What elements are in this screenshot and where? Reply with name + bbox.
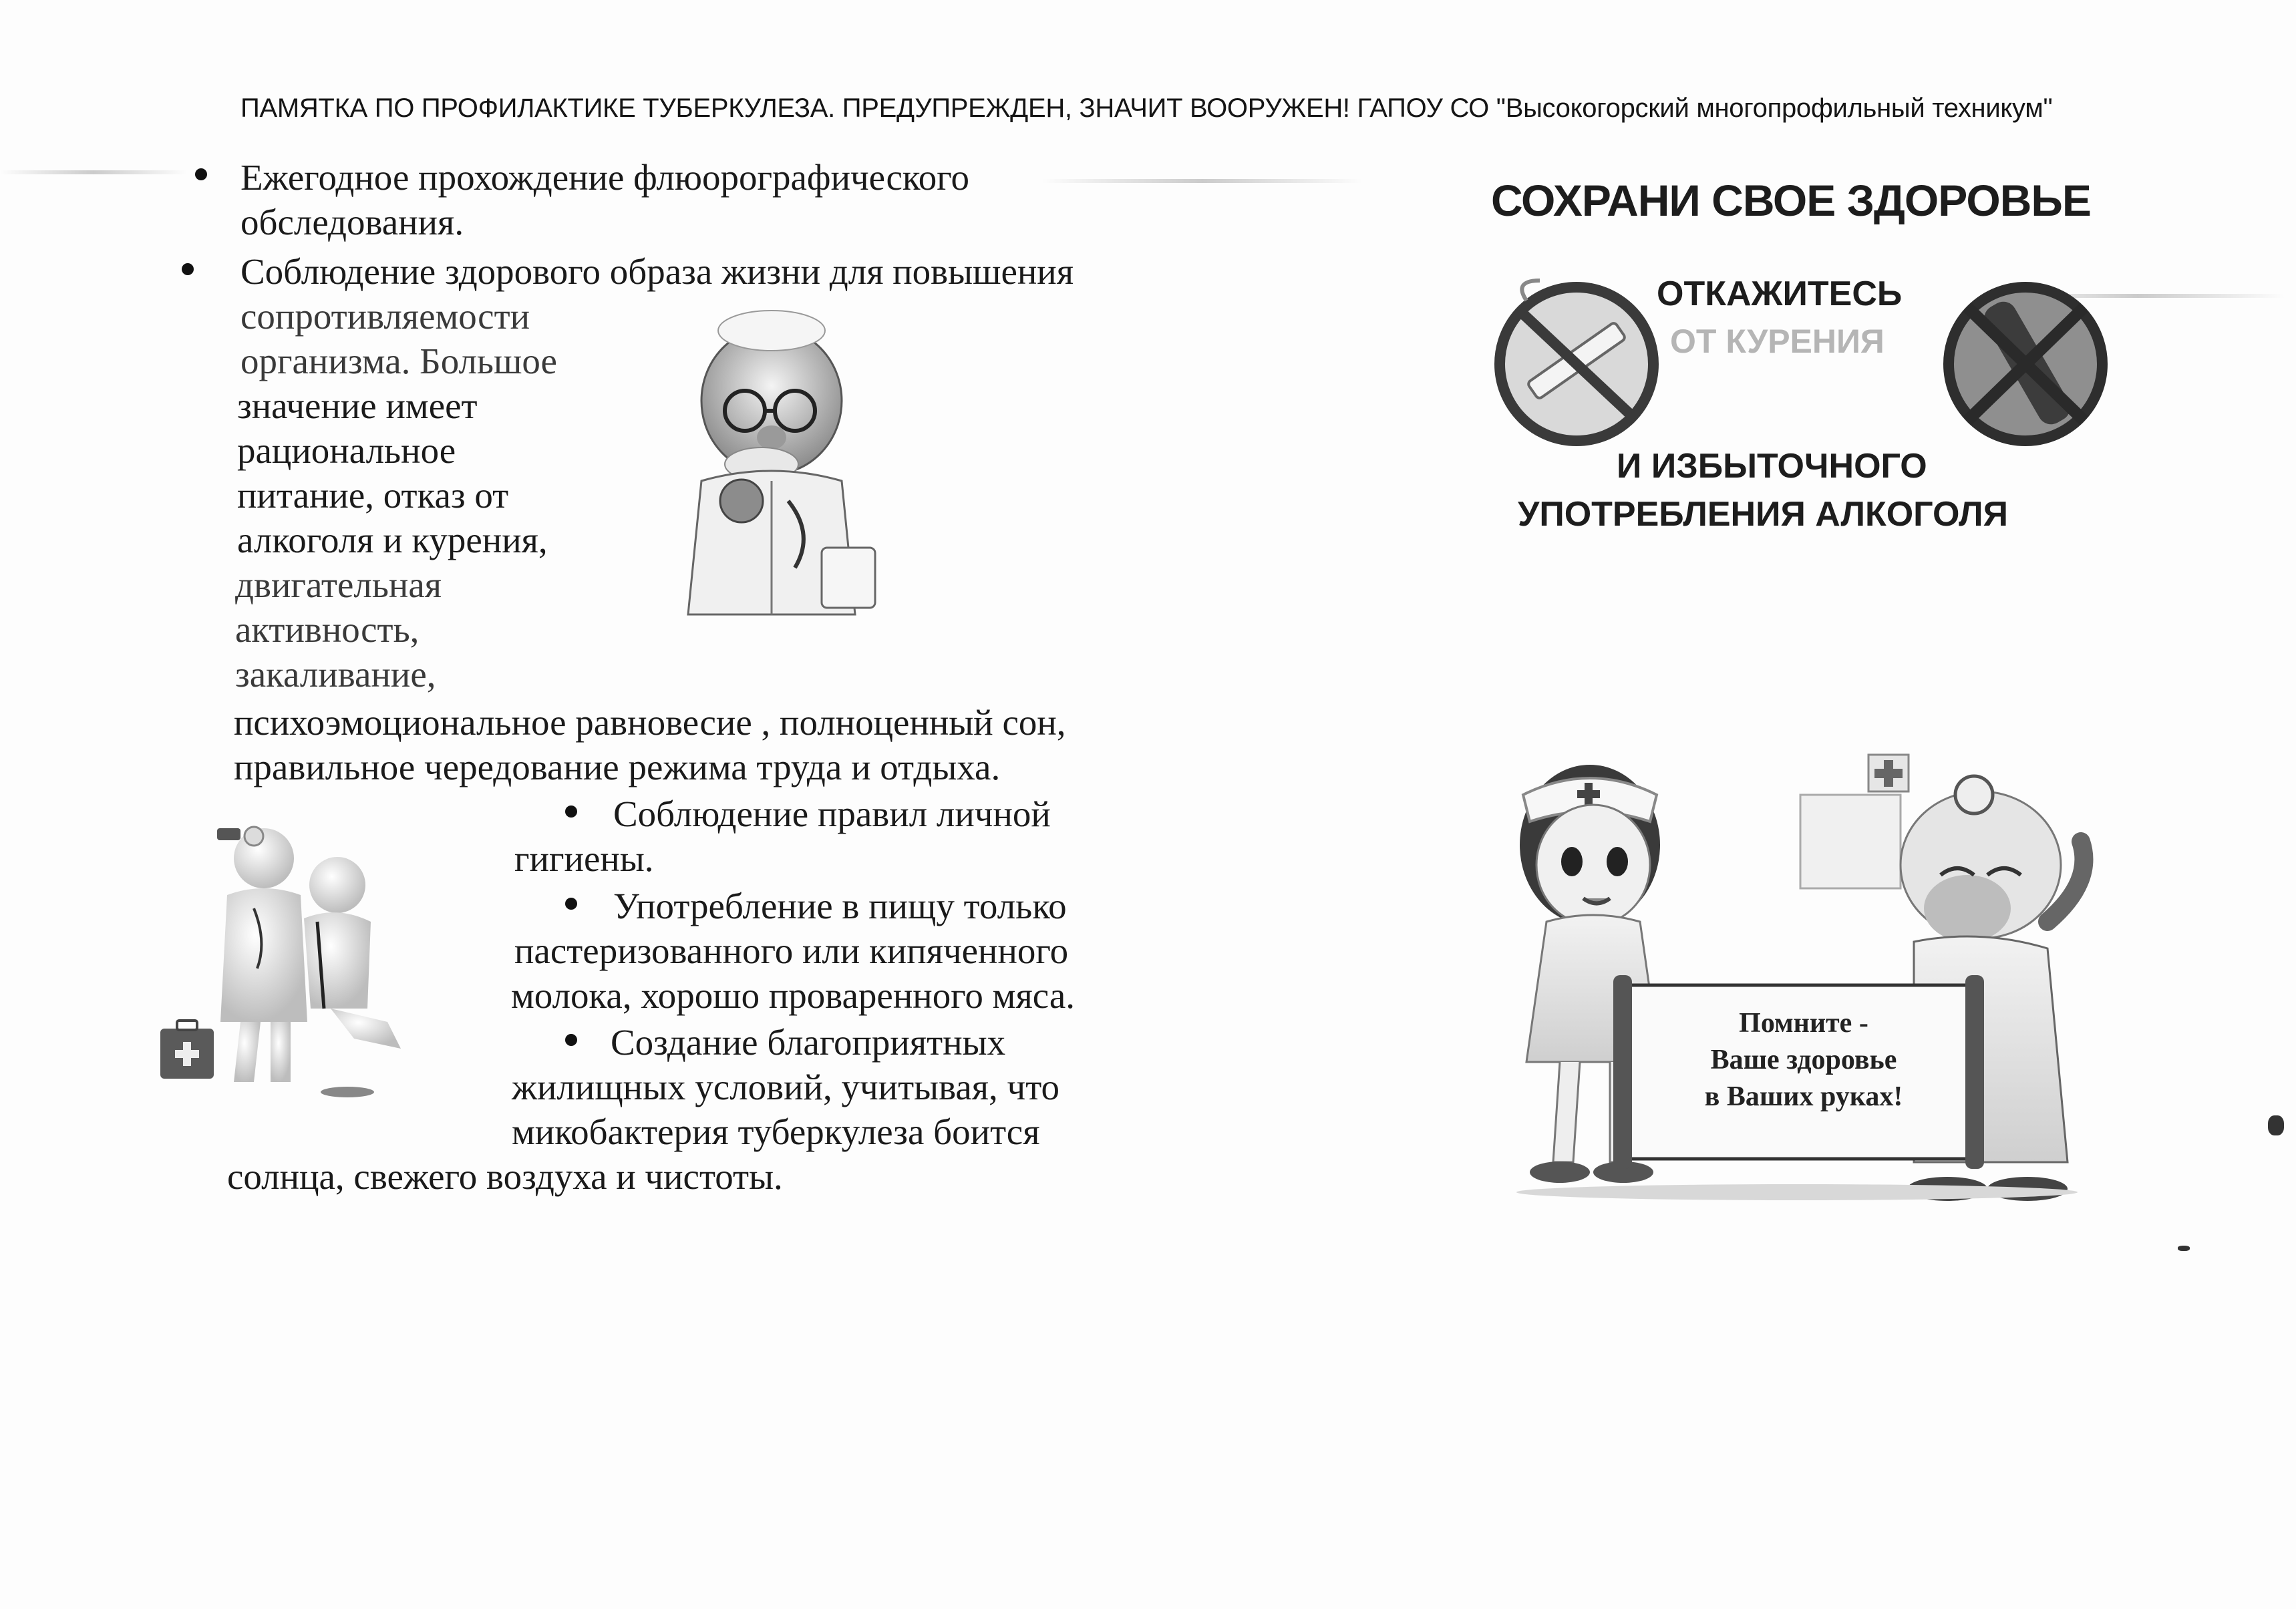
bullet-text: молока, хорошо проваренного мяса. [511,975,1075,1016]
bullet-text: Создание благоприятных [611,1022,1006,1063]
text-line: двигательная [235,564,442,605]
text-line: правильное чередование режима труда и отдыха. [234,747,1001,787]
text-line: организма. Большое [240,341,557,381]
poster-line: УПОТРЕБЛЕНИЯ АЛКОГОЛЯ [1518,495,2008,534]
page-header: ПАМЯТКА ПО ПРОФИЛАКТИКЕ ТУБЕРКУЛЕЗА. ПРЕДУПРЕЖДЕН, ЗНАЧИТ ВООРУЖЕН! ГАПОУ СО "Высокогорский многопрофильный техникум" [240,94,2053,123]
bullet-text: Ежегодное прохождение флюорографического [240,157,969,198]
poster-line: ОТКАЖИТЕСЬ [1657,275,1903,313]
scan-artifact [1042,179,1363,183]
no-alcohol-icon [1934,277,2118,451]
scroll-line: в Ваших руках! [1704,1081,1903,1112]
scan-artifact [2178,1246,2190,1251]
bullet-text: пастеризованного или кипяченного [514,930,1069,971]
doctor-cartoon-icon [661,301,882,628]
scan-artifact [0,170,187,174]
red-cross-icon [1868,755,1909,791]
poster-title: СОХРАНИ СВОЕ ЗДОРОВЬЕ [1491,176,2091,225]
text-line: психоэмоциональное равновесие , полноценный сон, [234,702,1066,743]
bullet-text: Соблюдение здорового образа жизни для повышения [240,251,1074,292]
nurse-doctor-scroll-icon [1460,748,2134,1209]
bullet-text: жилищных условий, учитывая, что [512,1067,1060,1107]
bullet-dot [565,806,577,818]
bullet-text: обследования. [240,202,464,242]
text-line: значение имеет [237,385,478,426]
bullet-text: Употребление в пищу только [613,886,1067,926]
bullet-dot [565,898,577,910]
medical-case-icon [160,1021,214,1079]
text-line: активность, [235,609,420,650]
scan-artifact [2268,1115,2284,1135]
poster-line: И ИЗБЫТОЧНОГО [1617,447,1927,486]
bullet-text: Соблюдение правил личной [613,793,1051,834]
text-line: питание, отказ от [237,475,509,516]
text-line: алкоголя и курения, [237,520,548,560]
bullet-dot [195,168,207,180]
text-line: сопротивляемости [240,296,530,337]
text-line: солнца, свежего воздуха и чистоты. [227,1156,783,1197]
text-line: закаливание, [235,654,436,695]
doctors-figures-icon [154,808,421,1102]
no-smoking-icon [1486,274,1667,451]
bullet-dot [565,1034,577,1046]
scroll-line: Ваше здоровье [1710,1045,1897,1075]
bullet-text: микобактерия туберкулеза боится [512,1111,1040,1152]
text-line: рациональное [237,430,456,471]
bullet-text: гигиены. [514,838,654,879]
poster-line: ОТ КУРЕНИЯ [1670,323,1884,360]
scroll-line: Помните - [1739,1008,1868,1039]
bullet-dot [182,263,194,275]
